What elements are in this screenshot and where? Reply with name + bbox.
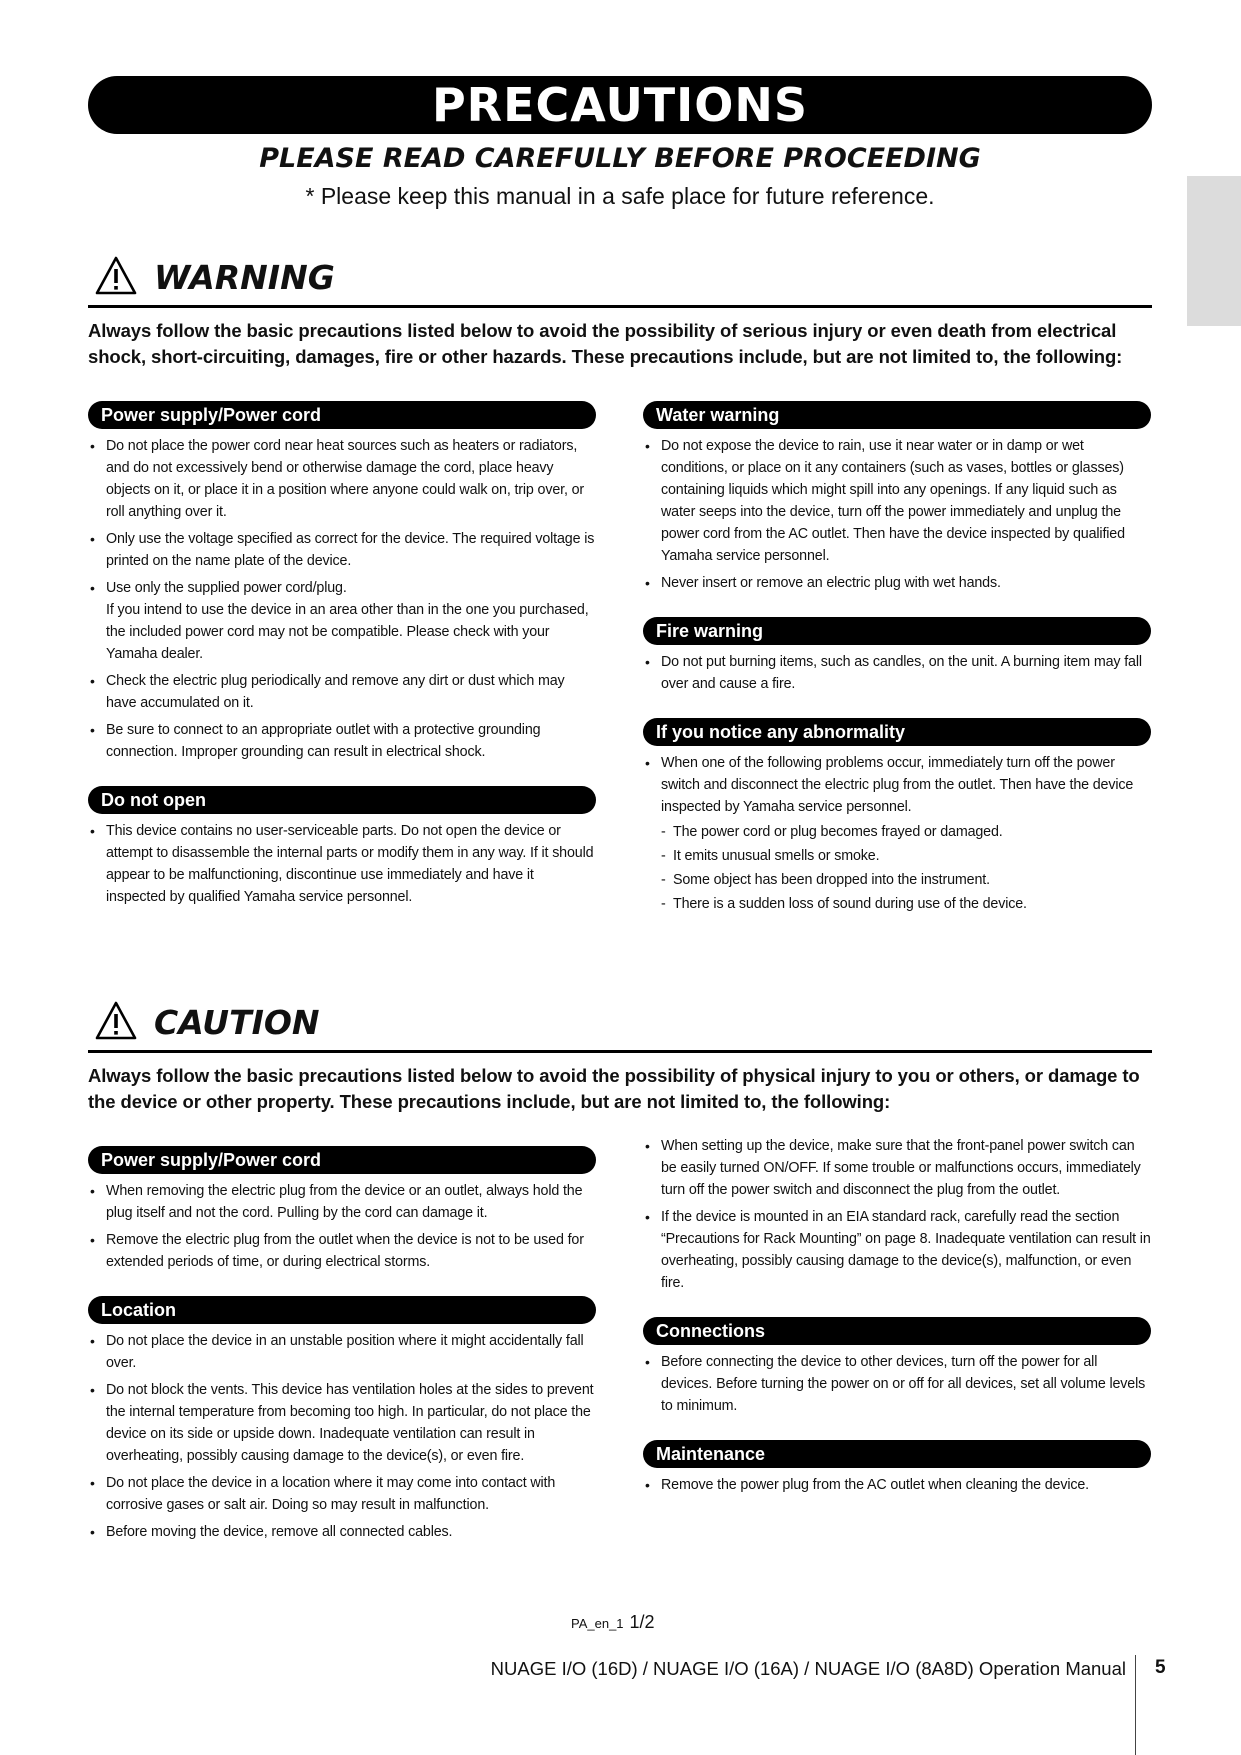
list-item: • If the device is mounted in an EIA standard rack, carefully read the section “Precautions for Rack Mounting” on page 8. Inadequate ventilation can result in overheating, possibly causing damage to the device(s), malfunction, or even fire. — [643, 1206, 1151, 1294]
list-item: • Do not put burning items, such as candles, on the unit. A burning item may fall over and cause a fire. — [643, 651, 1151, 695]
list-item: • Do not expose the device to rain, use it near water or in damp or wet conditions, or place on it any containers (such as vases, bottles or glasses) containing liquids which might spill into any openings. If any liquid such as water seeps into the device, turn off the power immediately and unplug the power cord from the AC outlet. Then have the device inspected by qualified Yamaha service personnel. — [643, 435, 1151, 567]
warning-power-heading: Power supply/Power cord — [88, 401, 596, 429]
water-warning-list — [643, 435, 1151, 594]
abnormality-list — [643, 752, 1151, 916]
side-tab-marker — [1187, 176, 1241, 326]
connections-heading: Connections — [643, 1317, 1151, 1345]
warning-intro: Always follow the basic precautions listed below to avoid the possibility of serious injury or even death from electrical shock, short-circuiting, damages, fire or other hazards. These precautions include, but are not limited to, the following: — [88, 320, 1123, 367]
page-subtitle: PLEASE READ CAREFULLY BEFORE PROCEEDING — [259, 143, 981, 174]
abnormality-heading: If you notice any abnormality — [643, 718, 1151, 746]
keep-manual-note: * Please keep this manual in a safe place for future reference. — [305, 183, 935, 209]
footer-divider — [1135, 1655, 1136, 1755]
list-item: • Do not place the device in an unstable position where it might accidentally fall over. — [88, 1330, 596, 1374]
connections-list — [643, 1351, 1151, 1417]
caution-triangle-icon — [94, 999, 138, 1043]
page-title: PRECAUTIONS — [88, 76, 1152, 134]
water-warning-heading: Water warning — [643, 401, 1151, 429]
pa-code-fraction: 1/2 — [629, 1612, 655, 1632]
list-item: • Do not place the device in a location where it may come into contact with corrosive gases or salt air. Doing so may result in malfunction. — [88, 1472, 596, 1516]
caution-left-column — [88, 1146, 596, 1548]
list-item: • Remove the electric plug from the outlet when the device is not to be used for extended periods of time, or during electrical storms. — [88, 1229, 596, 1273]
page-number: 5 — [1155, 1657, 1166, 1678]
list-item: • Before moving the device, remove all connected cables. — [88, 1521, 596, 1543]
sub-list-item: - Some object has been dropped into the instrument. — [661, 868, 1151, 892]
abnormality-sublist — [661, 820, 1151, 916]
maintenance-list — [643, 1474, 1151, 1496]
warning-right-column — [643, 401, 1151, 921]
list-item — [643, 752, 1151, 916]
sub-list-item: - It emits unusual smells or smoke. — [661, 844, 1151, 868]
warning-triangle-icon — [94, 254, 138, 298]
warning-power-list — [88, 435, 596, 763]
list-item-text: • When one of the following problems occur, immediately turn off the power switch and disconnect the electric plug from the outlet. Then have the device inspected by Yamaha service personnel. — [661, 755, 1134, 815]
location-list — [88, 1330, 596, 1543]
fire-warning-list — [643, 651, 1151, 695]
list-item: • When setting up the device, make sure that the front-panel power switch can be easily turned ON/OFF. If some trouble or malfunctions occurs, immediately turn off the power switch and disconnect the plug from the outlet. — [643, 1135, 1151, 1201]
warning-left-column — [88, 401, 596, 913]
sub-list-item: - The power cord or plug becomes frayed or damaged. — [661, 820, 1151, 844]
warning-open-heading: Do not open — [88, 786, 596, 814]
caution-power-heading: Power supply/Power cord — [88, 1146, 596, 1174]
list-item — [88, 577, 596, 665]
list-item: • When removing the electric plug from the device or an outlet, always hold the plug itself and not the cord. Pulling by the cord can damage it. — [88, 1180, 596, 1224]
caution-heading — [88, 997, 1152, 1053]
caution-power-list — [88, 1180, 596, 1273]
location-heading: Location — [88, 1296, 596, 1324]
list-item: • Before connecting the device to other devices, turn off the power for all devices. Before turning the power on or off for all devices, set all volume levels to minimum. — [643, 1351, 1151, 1417]
list-item-line: If you intend to use the device in an area other than in the one you purchased, the included power cord may not be compatible. Please check with your Yamaha dealer. — [106, 602, 589, 662]
list-item: • Do not block the vents. This device has ventilation holes at the sides to prevent the internal temperature from becoming too high. In particular, do not place the device on its side or upside down. Inadequate ventilation can result in overheating, possibly causing damage to the device(s), or even fire. — [88, 1379, 596, 1467]
sub-list-item: - There is a sudden loss of sound during use of the device. — [661, 892, 1151, 916]
caution-right-column — [643, 1135, 1151, 1501]
maintenance-heading: Maintenance — [643, 1440, 1151, 1468]
warning-label: WARNING — [154, 258, 335, 297]
pa-code-label: PA_en_1 — [571, 1616, 624, 1631]
list-item: • Be sure to connect to an appropriate outlet with a protective grounding connection. Improper grounding can result in electrical shock. — [88, 719, 596, 763]
list-item: • This device contains no user-serviceable parts. Do not open the device or attempt to disassemble the internal parts or modify them in any way. If it should appear to be malfunctioning, discontinue use immediately and have it inspected by qualified Yamaha service personnel. — [88, 820, 596, 908]
list-item: • Do not place the power cord near heat sources such as heaters or radiators, and do not excessively bend or otherwise damage the cord, place heavy objects on it, or place it in a position where anyone could walk on, trip over, or roll anything over it. — [88, 435, 596, 523]
manual-title-footer: NUAGE I/O (16D) / NUAGE I/O (16A) / NUAGE I/O (8A8D) Operation Manual — [490, 1658, 1126, 1679]
list-item: • Check the electric plug periodically and remove any dirt or dust which may have accumulated on it. — [88, 670, 596, 714]
warning-heading — [88, 252, 1152, 308]
caution-setup-list — [643, 1135, 1151, 1294]
list-item: • Remove the power plug from the AC outlet when cleaning the device. — [643, 1474, 1151, 1496]
list-item: • Only use the voltage specified as correct for the device. The required voltage is printed on the name plate of the device. — [88, 528, 596, 572]
list-item: • Never insert or remove an electric plug with wet hands. — [643, 572, 1151, 594]
list-item-line: • Use only the supplied power cord/plug. — [106, 580, 347, 596]
pa-code — [571, 1612, 655, 1633]
warning-open-list — [88, 820, 596, 908]
caution-label: CAUTION — [154, 1003, 320, 1042]
caution-intro: Always follow the basic precautions listed below to avoid the possibility of physical injury to you or others, or damage to the device or other property. These precautions include, but are not limited to, the following: — [88, 1065, 1140, 1112]
fire-warning-heading: Fire warning — [643, 617, 1151, 645]
